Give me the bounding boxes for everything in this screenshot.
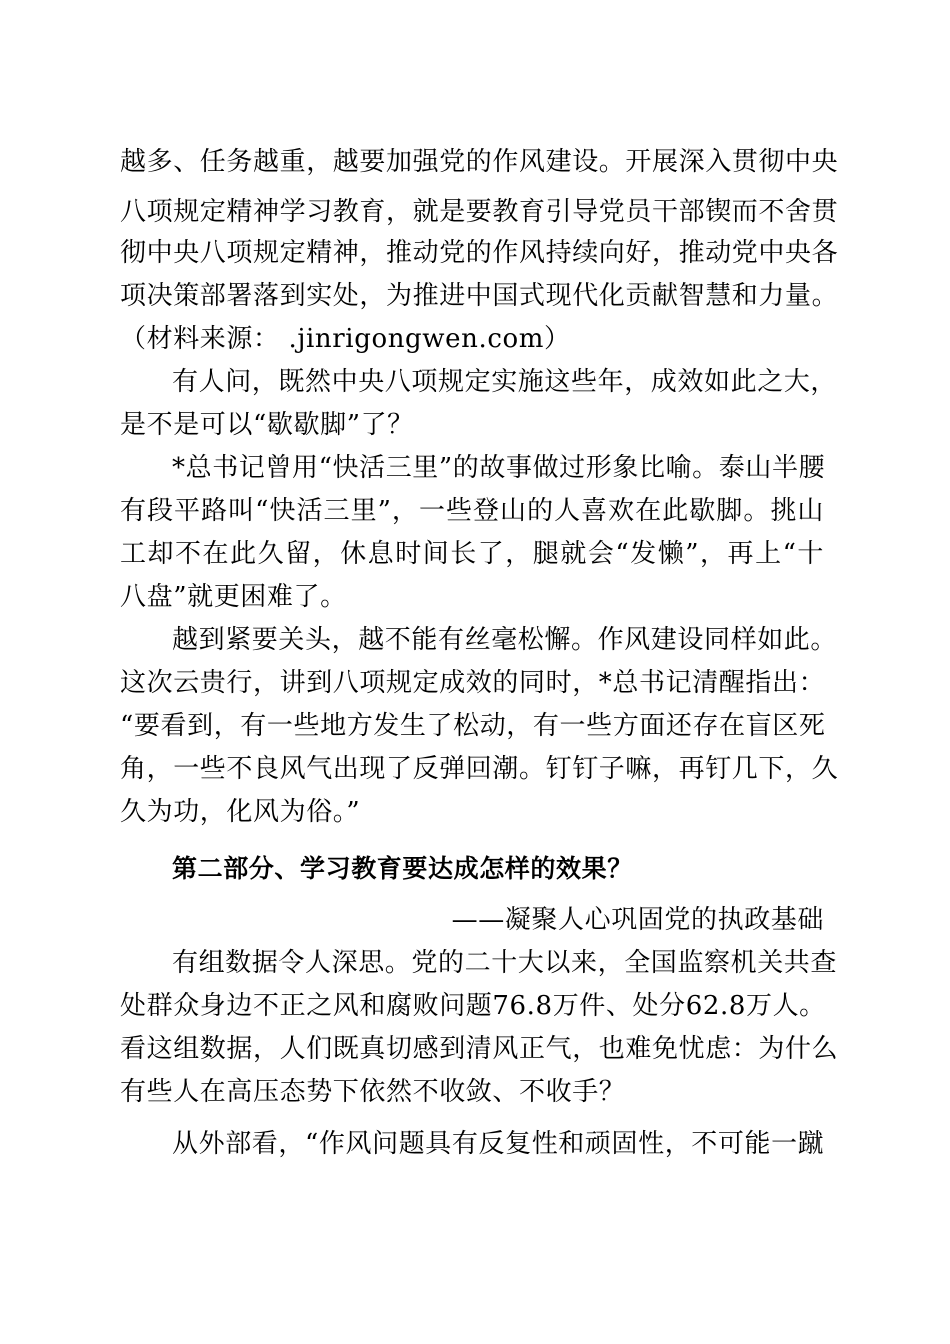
source-note: （材料来源： .jinrigongwen.com） (120, 324, 571, 354)
paragraph-line: 角，一些不良风气出现了反弹回潮。钉钉子嘛，再钉几下，久 (120, 754, 839, 784)
paragraph-line: 从外部看，“作风问题具有反复性和顽固性，不可能一蹴 (172, 1129, 825, 1159)
paragraph-line: 有组数据令人深思。党的二十大以来，全国监察机关共查 (172, 948, 838, 978)
paragraph-line: 处群众身边不正之风和腐败问题76.8万件、处分62.8万人。 (120, 991, 826, 1021)
paragraph-line: 项决策部署落到实处，为推进中国式现代化贡献智慧和力量。 (120, 281, 839, 311)
paragraph-line: 看这组数据，人们既真切感到清风正气，也难免忧虑：为什么 (120, 1034, 839, 1064)
paragraph-line: 是不是可以“歇歇脚”了？ (120, 410, 414, 440)
paragraph-line: 彻中央八项规定精神，推动党的作风持续向好，推动党中央各 (120, 238, 839, 268)
paragraph-line: 有段平路叫“快活三里”，一些登山的人喜欢在此歇脚。挑山 (120, 496, 824, 526)
paragraph-line: 这次云贵行，讲到八项规定成效的同时，*总书记清醒指出： (120, 668, 826, 698)
paragraph-line: 越多、任务越重，越要加强党的作风建设。开展深入贯彻中央 (120, 147, 839, 177)
paragraph-line: 久为功，化风为俗。” (120, 797, 361, 827)
paragraph-line: *总书记曾用“快活三里”的故事做过形象比喻。泰山半腰 (172, 453, 826, 483)
paragraph-line: 工却不在此久留，休息时间长了，腿就会“发懒”，再上“十 (120, 539, 824, 569)
paragraph-line: 有人问，既然中央八项规定实施这些年，成效如此之大， (172, 367, 838, 397)
section-heading: 第二部分、学习教育要达成怎样的效果？ (172, 854, 633, 883)
paragraph-line: 有些人在高压态势下依然不收敛、不收手？ (120, 1077, 626, 1107)
paragraph-line: 八项规定精神学习教育，就是要教育引导党员干部锲而不舍贯 (120, 197, 839, 227)
paragraph-line: 八盘”就更困难了。 (120, 582, 347, 612)
section-subtitle: ——凝聚人心巩固党的执政基础 (451, 905, 824, 935)
paragraph-line: “要看到，有一些地方发生了松动，有一些方面还存在盲区死 (120, 711, 826, 741)
paragraph-line: 越到紧要关头，越不能有丝毫松懈。作风建设同样如此。 (172, 625, 838, 655)
